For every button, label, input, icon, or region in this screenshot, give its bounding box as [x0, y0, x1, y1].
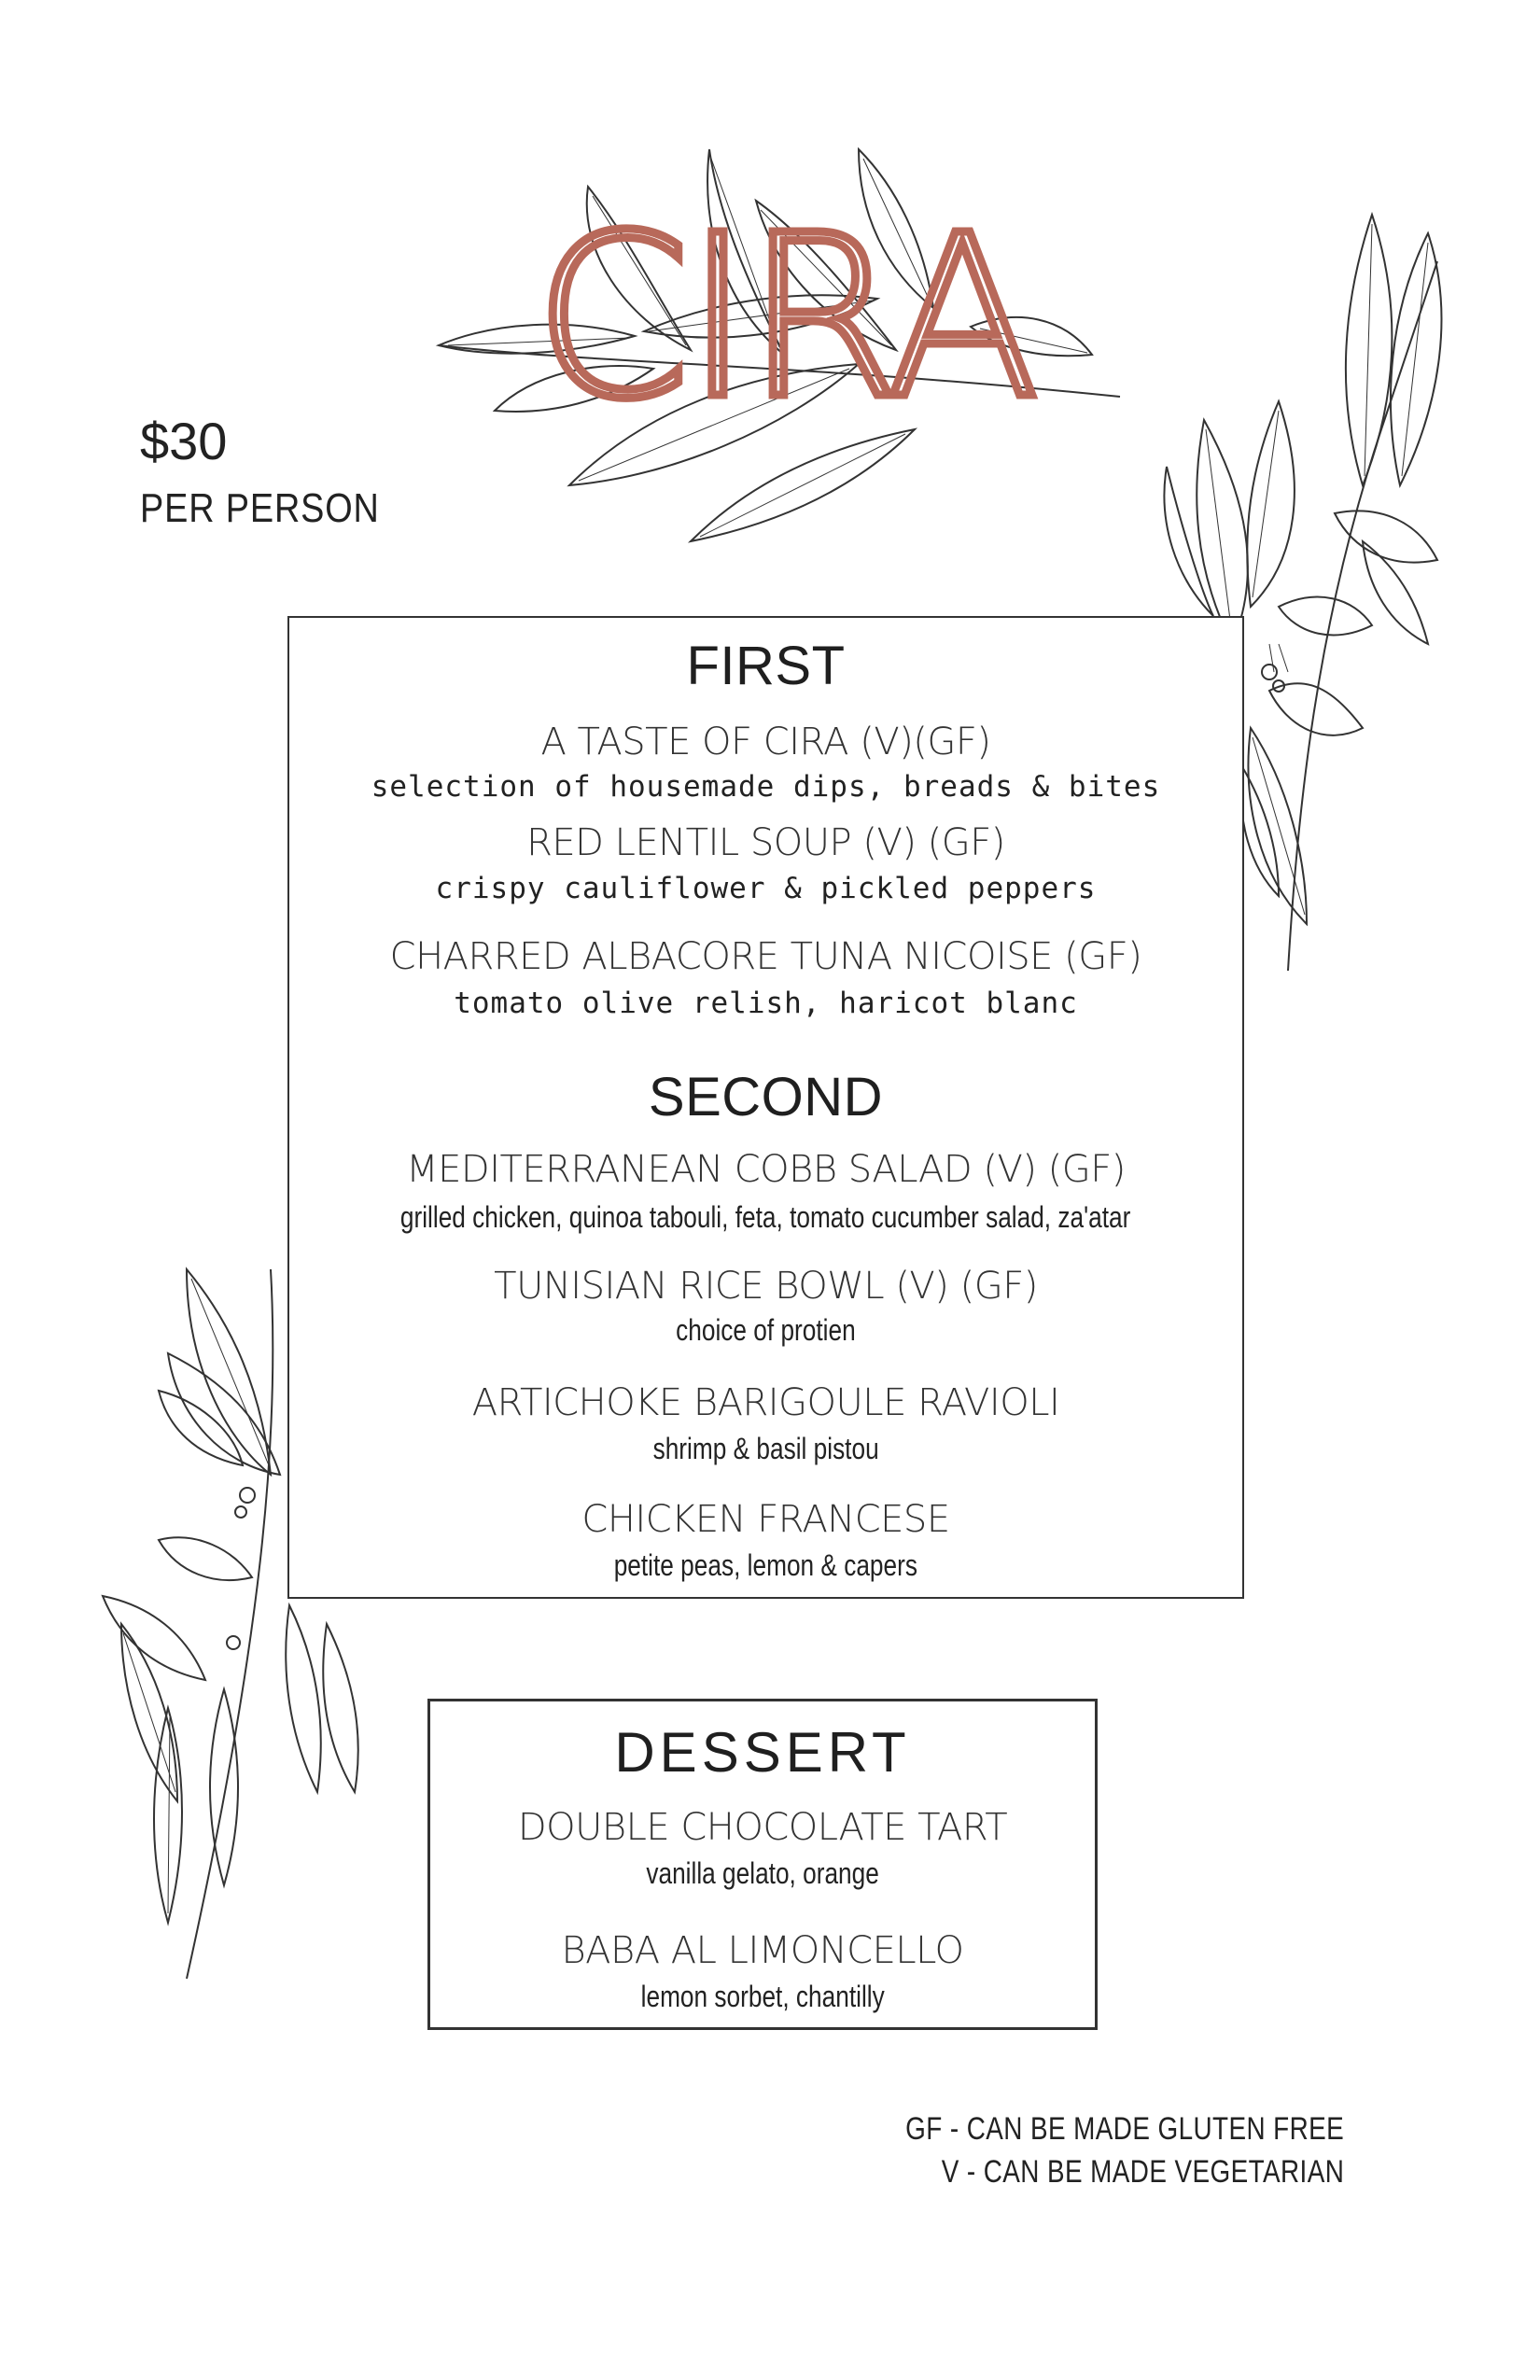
dish-description: vanilla gelato, orange — [646, 1856, 879, 1890]
dish-description: lemon sorbet, chantilly — [640, 1980, 885, 2013]
price-unit: PER PERSON — [140, 485, 380, 531]
brand-logo: CIRA — [534, 187, 1034, 448]
dish-name: CHARRED ALBACORE TUNA NICOISE (GF) — [389, 935, 1142, 978]
dish-description: tomato olive relish, haricot blanc — [454, 987, 1078, 1020]
dish-description: crispy cauliflower & pickled peppers — [435, 872, 1097, 905]
dish-name: DOUBLE CHOCOLATE TART — [517, 1806, 1008, 1849]
dish-name: CHICKEN FRANCESE — [581, 1498, 950, 1541]
dish-description: shrimp & basil pistou — [652, 1432, 879, 1465]
legend-vegetarian: V - CAN BE MADE VEGETARIAN — [941, 2154, 1344, 2190]
price-amount: $30 — [140, 412, 228, 470]
dish-description: grilled chicken, quinoa tabouli, feta, tomato cucumber salad, za'atar — [400, 1200, 1131, 1234]
dish-name: TUNISIAN RICE BOWL (V) (GF) — [494, 1265, 1038, 1308]
dessert-card — [427, 1699, 1098, 2030]
section-title-dessert: DESSERT — [614, 1721, 911, 1784]
legend-gluten-free: GF - CAN BE MADE GLUTEN FREE — [904, 2111, 1344, 2147]
main-menu-card — [287, 616, 1244, 1599]
section-title-second: SECOND — [648, 1067, 884, 1127]
dish-name: RED LENTIL SOUP (V) (GF) — [526, 821, 1005, 864]
dish-name: MEDITERRANEAN COBB SALAD (V) (GF) — [406, 1148, 1126, 1191]
dish-name: BABA AL LIMONCELLO — [561, 1929, 964, 1972]
dish-name: A TASTE OF CIRA (V)(GF) — [540, 721, 991, 763]
section-title-first: FIRST — [686, 636, 846, 696]
dish-description: petite peas, lemon & capers — [613, 1548, 918, 1582]
dish-description: choice of protien — [676, 1313, 856, 1347]
dish-name: ARTICHOKE BARIGOULE RAVIOLI — [471, 1381, 1060, 1424]
dish-description: selection of housemade dips, breads & bites — [371, 770, 1161, 804]
